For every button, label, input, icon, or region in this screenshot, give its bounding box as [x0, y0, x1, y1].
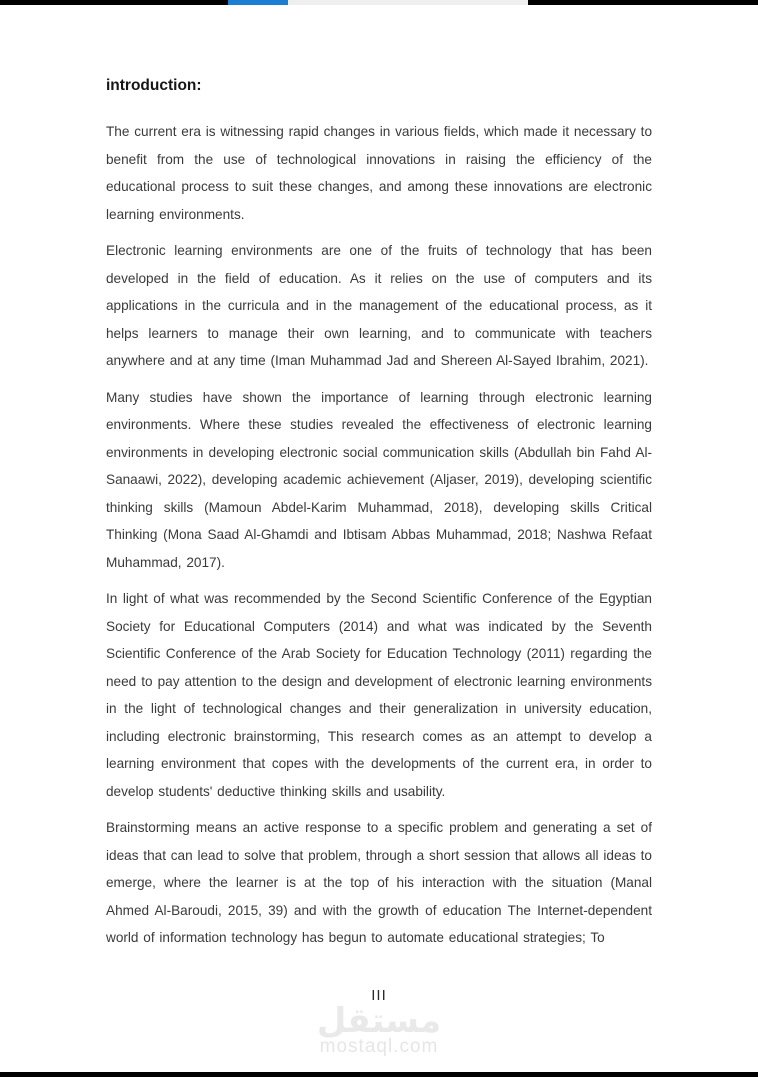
- paragraph-2: Electronic learning environments are one of the fruits of technology that has been developed in the field of education. As it relies on the use of computers and its applications in the curricula and in the management of the educational process, as it helps learners to manage their own learning, and to communicate with teachers anywhere and at any time (Iman Muhammad Jad and Shereen Al-Sayed Ibrahim, 2021).: [106, 243, 652, 368]
- top-strip-segment-blue: [228, 0, 288, 5]
- paragraph-4: In light of what was recommended by the Second Scientific Conference of the Egyptian Society for Educational Computers (2014) and what was indicated by the Seventh Scientific Conference of the Arab Society for Education Technology (2011) regarding the need to pay attention to the design and development of electronic learning environments in the light of technological changes and their generalization in university education, including electronic brainstorming, This research comes as an attempt to develop a learning environment that copes with the developments of the current era, in order to develop students' deductive thinking skills and usability.: [106, 591, 652, 799]
- top-window-strip: [0, 0, 758, 5]
- paragraph-3: Many studies have shown the importance of learning through electronic learning environments. Where these studies revealed the effectiveness of electronic learning environments in developing electronic social communication skills (Abdullah bin Fahd Al-Sanaawi, 2022), developing academic achievement (Aljaser, 2019), developing scientific thinking skills (Mamoun Abdel-Karim Muhammad, 2018), developing skills Critical Thinking (Mona Saad Al-Ghamdi and Ibtisam Abbas Muhammad, 2018; Nashwa Refaat Muhammad, 2017).: [106, 389, 652, 570]
- page-number: III: [371, 987, 387, 1004]
- document-body: [106, 76, 652, 961]
- mostaql-logo: مستقل: [316, 1001, 442, 1041]
- paragraph-5: Brainstorming means an active response to a specific problem and generating a set of ideas that can lead to solve that problem, through a short session that allows all ideas to emerge, where the learner is at the top of his interaction with the situation (Manal Ahmed Al-Baroudi, 2015, 39) and with the growth of education The Internet-dependent world of information technology has begun to automate educational strategies; To: [106, 820, 652, 945]
- top-strip-segment-black-left: [0, 0, 228, 5]
- top-strip-segment-gray: [288, 0, 528, 5]
- paragraph-1: The current era is witnessing rapid changes in various fields, which made it necessary to benefit from the use of technological innovations in raising the efficiency of the educational process to suit these changes, and among these innovations are electronic learning environments.: [106, 124, 652, 222]
- bottom-window-strip: [0, 1072, 758, 1077]
- mostaql-site-text: mostaql.com: [319, 1036, 439, 1057]
- section-heading: introduction:: [106, 77, 202, 94]
- top-strip-segment-black-right: [528, 0, 758, 5]
- watermark: [0, 1003, 758, 1057]
